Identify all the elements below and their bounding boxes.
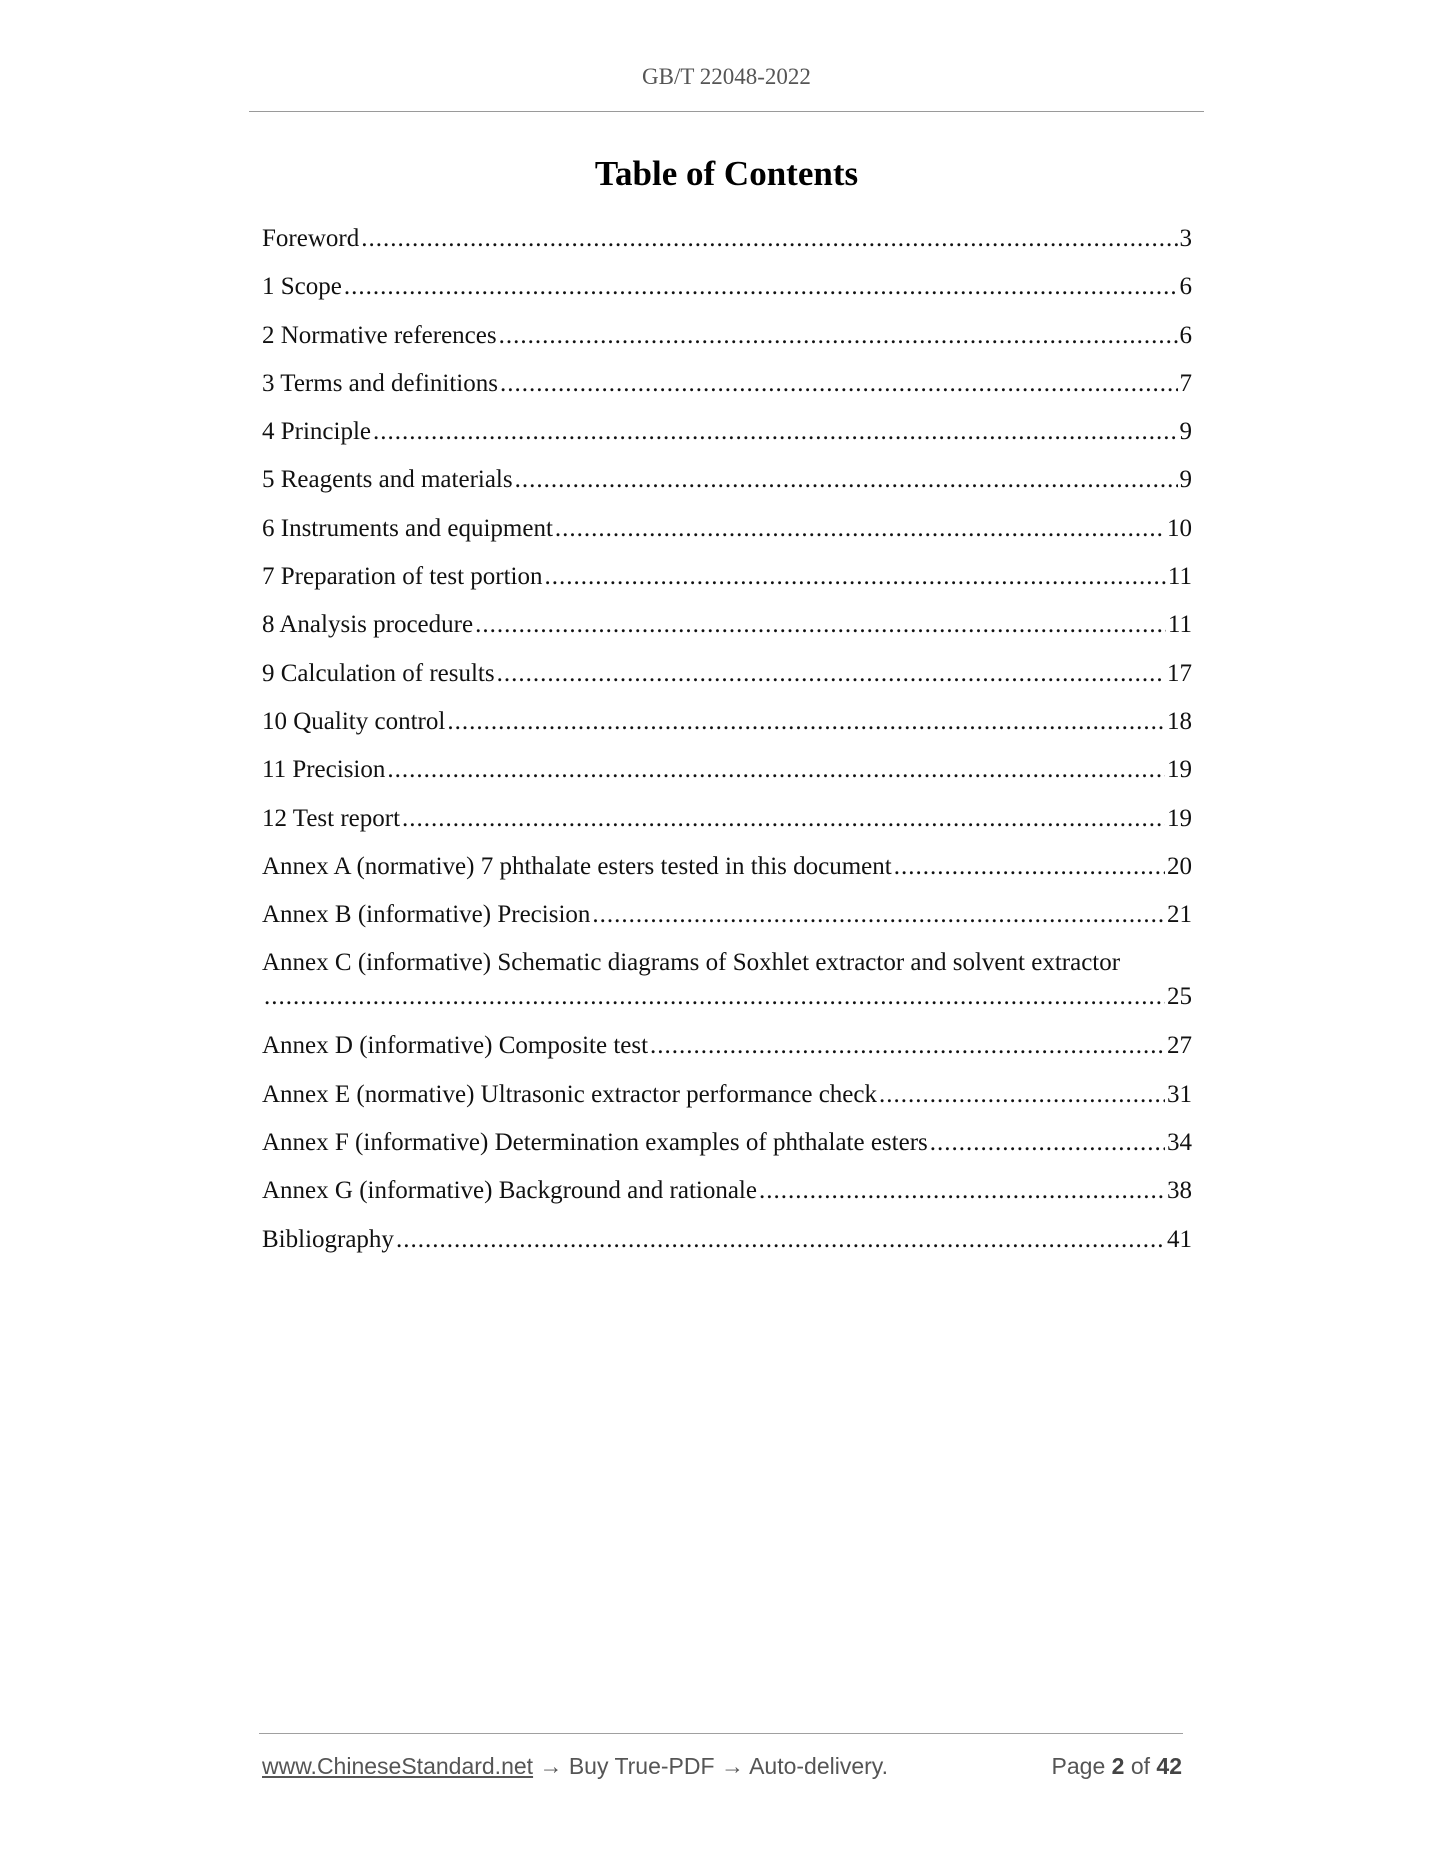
- toc-entry-page: 34: [1167, 1129, 1192, 1157]
- toc-entry-label: Annex G (informative) Background and rationale: [262, 1177, 757, 1205]
- toc-entry-annex-d[interactable]: [262, 1031, 1192, 1079]
- toc-entry-label: 7 Preparation of test portion: [262, 563, 543, 591]
- page-word: Page: [1051, 1753, 1106, 1779]
- toc-title: Table of Contents: [594, 154, 859, 193]
- toc-entry-precision[interactable]: [262, 755, 1192, 803]
- running-header: GB/T 22048-2022: [642, 64, 811, 89]
- toc-leader-dots: [361, 224, 1177, 254]
- toc-entry-label: 2 Normative references: [262, 321, 497, 349]
- toc-leader-dots: [402, 804, 1165, 834]
- toc-entry-label: 6 Instruments and equipment: [262, 514, 553, 542]
- toc-leader-dots: [497, 659, 1165, 689]
- toc-entry-label: 4 Principle: [262, 418, 372, 446]
- toc-entry-page: 21: [1167, 901, 1192, 929]
- toc-leader-dots: [475, 610, 1166, 640]
- toc-entry-foreword[interactable]: [262, 224, 1192, 272]
- arrow-right-icon: →: [720, 1753, 744, 1779]
- toc-leader-dots: [344, 272, 1178, 302]
- toc-entry-label: 5 Reagents and materials: [262, 466, 513, 494]
- arrow-right-icon: →: [539, 1753, 563, 1779]
- current-page: 2: [1111, 1753, 1125, 1779]
- toc-entry-annex-b[interactable]: [262, 900, 1192, 948]
- toc-leader-dots: [650, 1031, 1165, 1061]
- toc-entry-page: 41: [1167, 1225, 1192, 1253]
- page-footer: [262, 1753, 1182, 1783]
- toc-entry-page: 19: [1167, 804, 1192, 832]
- website-link[interactable]: www.ChineseStandard.net: [262, 1753, 534, 1779]
- toc-entry-annex-a[interactable]: [262, 852, 1192, 900]
- toc-leader-dots: [447, 707, 1165, 737]
- toc-entry-label: 1 Scope: [262, 273, 342, 301]
- toc-entry-page: 25: [1167, 983, 1192, 1011]
- toc-leader-dots: [264, 982, 1165, 1012]
- toc-entry-label: 10 Quality control: [262, 707, 446, 735]
- toc-entry-label: Foreword: [262, 225, 360, 252]
- toc-entry-analysis-procedure[interactable]: [262, 610, 1192, 658]
- toc-entry-label: 11 Precision: [262, 756, 386, 784]
- toc-entry-page: 11: [1167, 563, 1192, 591]
- toc-entry-annex-g[interactable]: [262, 1176, 1192, 1224]
- toc-leader-dots: [515, 465, 1178, 495]
- footer-promo: [262, 1753, 888, 1780]
- toc-entry-page: 10: [1167, 514, 1192, 542]
- toc-entry-annex-e[interactable]: [262, 1080, 1192, 1128]
- toc-leader-dots: [894, 852, 1165, 882]
- toc-entry-test-report[interactable]: [262, 804, 1192, 852]
- toc-entry-annex-f[interactable]: [262, 1128, 1192, 1176]
- toc-leader-dots: [759, 1176, 1165, 1206]
- toc-entry-label: Annex A (normative) 7 phthalate esters tested in this document: [262, 852, 892, 880]
- toc-entry-page: 27: [1167, 1032, 1192, 1060]
- toc-entry-label: 8 Analysis procedure: [262, 611, 474, 639]
- toc-entry-page: 38: [1167, 1177, 1192, 1205]
- toc-entry-page: 11: [1167, 611, 1192, 639]
- toc-entry-label: 3 Terms and definitions: [262, 369, 498, 397]
- toc-leader-dots: [396, 1225, 1165, 1255]
- toc-leader-dots: [500, 369, 1178, 399]
- toc-entry-label: Annex D (informative) Composite test: [262, 1032, 649, 1060]
- buy-true-pdf-text: Buy True-PDF: [568, 1753, 715, 1779]
- toc-leader-dots: [555, 514, 1165, 544]
- toc-entry-page: 6: [1179, 273, 1192, 301]
- page-number: [1052, 1753, 1182, 1780]
- toc-leader-dots: [387, 755, 1165, 785]
- toc-leader-dots: [592, 900, 1165, 930]
- toc-entry-page: 3: [1179, 225, 1192, 252]
- toc-entry-instruments[interactable]: [262, 514, 1192, 562]
- toc-entry-normative-references[interactable]: [262, 321, 1192, 369]
- toc-entry-calculation[interactable]: [262, 659, 1192, 707]
- footer-divider: [259, 1733, 1183, 1734]
- toc-entry-scope[interactable]: [262, 272, 1192, 320]
- toc-entry-terms-definitions[interactable]: [262, 369, 1192, 417]
- toc-entry-label: Annex F (informative) Determination examples of phthalate esters: [262, 1129, 928, 1157]
- toc-entry-reagents[interactable]: [262, 465, 1192, 513]
- toc-leader-dots: [930, 1128, 1165, 1158]
- toc-entry-label: Bibliography: [262, 1225, 394, 1253]
- toc-leader-dots: [499, 321, 1178, 351]
- toc-entry-quality-control[interactable]: [262, 707, 1192, 755]
- toc-entry-page: 18: [1167, 707, 1192, 735]
- toc-entry-page: 17: [1167, 659, 1192, 687]
- toc-entry-label: 12 Test report: [262, 804, 401, 832]
- toc-leader-dots: [373, 417, 1177, 447]
- toc-entry-annex-c[interactable]: [262, 948, 1192, 1031]
- toc-entry-label: 9 Calculation of results: [262, 659, 495, 687]
- header-divider: [249, 111, 1204, 112]
- toc-entry-page: 20: [1167, 852, 1192, 880]
- table-of-contents: [262, 224, 1192, 1273]
- toc-entry-principle[interactable]: [262, 417, 1192, 465]
- toc-entry-page: 7: [1179, 369, 1192, 397]
- of-word: of: [1130, 1753, 1151, 1779]
- toc-entry-page: 31: [1167, 1080, 1192, 1108]
- toc-entry-bibliography[interactable]: [262, 1225, 1192, 1273]
- toc-entry-label: Annex B (informative) Precision: [262, 901, 591, 929]
- toc-entry-label: Annex C (informative) Schematic diagrams of Soxhlet extractor and solvent extractor: [262, 949, 1121, 977]
- toc-entry-page: 19: [1167, 756, 1192, 784]
- toc-entry-page: 6: [1179, 321, 1192, 349]
- toc-entry-label: Annex E (normative) Ultrasonic extractor performance check: [262, 1080, 877, 1108]
- toc-leader-dots: [545, 562, 1166, 592]
- toc-entry-preparation[interactable]: [262, 562, 1192, 610]
- toc-entry-page: 9: [1179, 418, 1192, 446]
- toc-leader-dots: [879, 1080, 1165, 1110]
- auto-delivery-text: Auto-delivery.: [749, 1753, 888, 1779]
- toc-entry-page: 9: [1179, 466, 1192, 494]
- total-pages: 42: [1156, 1753, 1182, 1779]
